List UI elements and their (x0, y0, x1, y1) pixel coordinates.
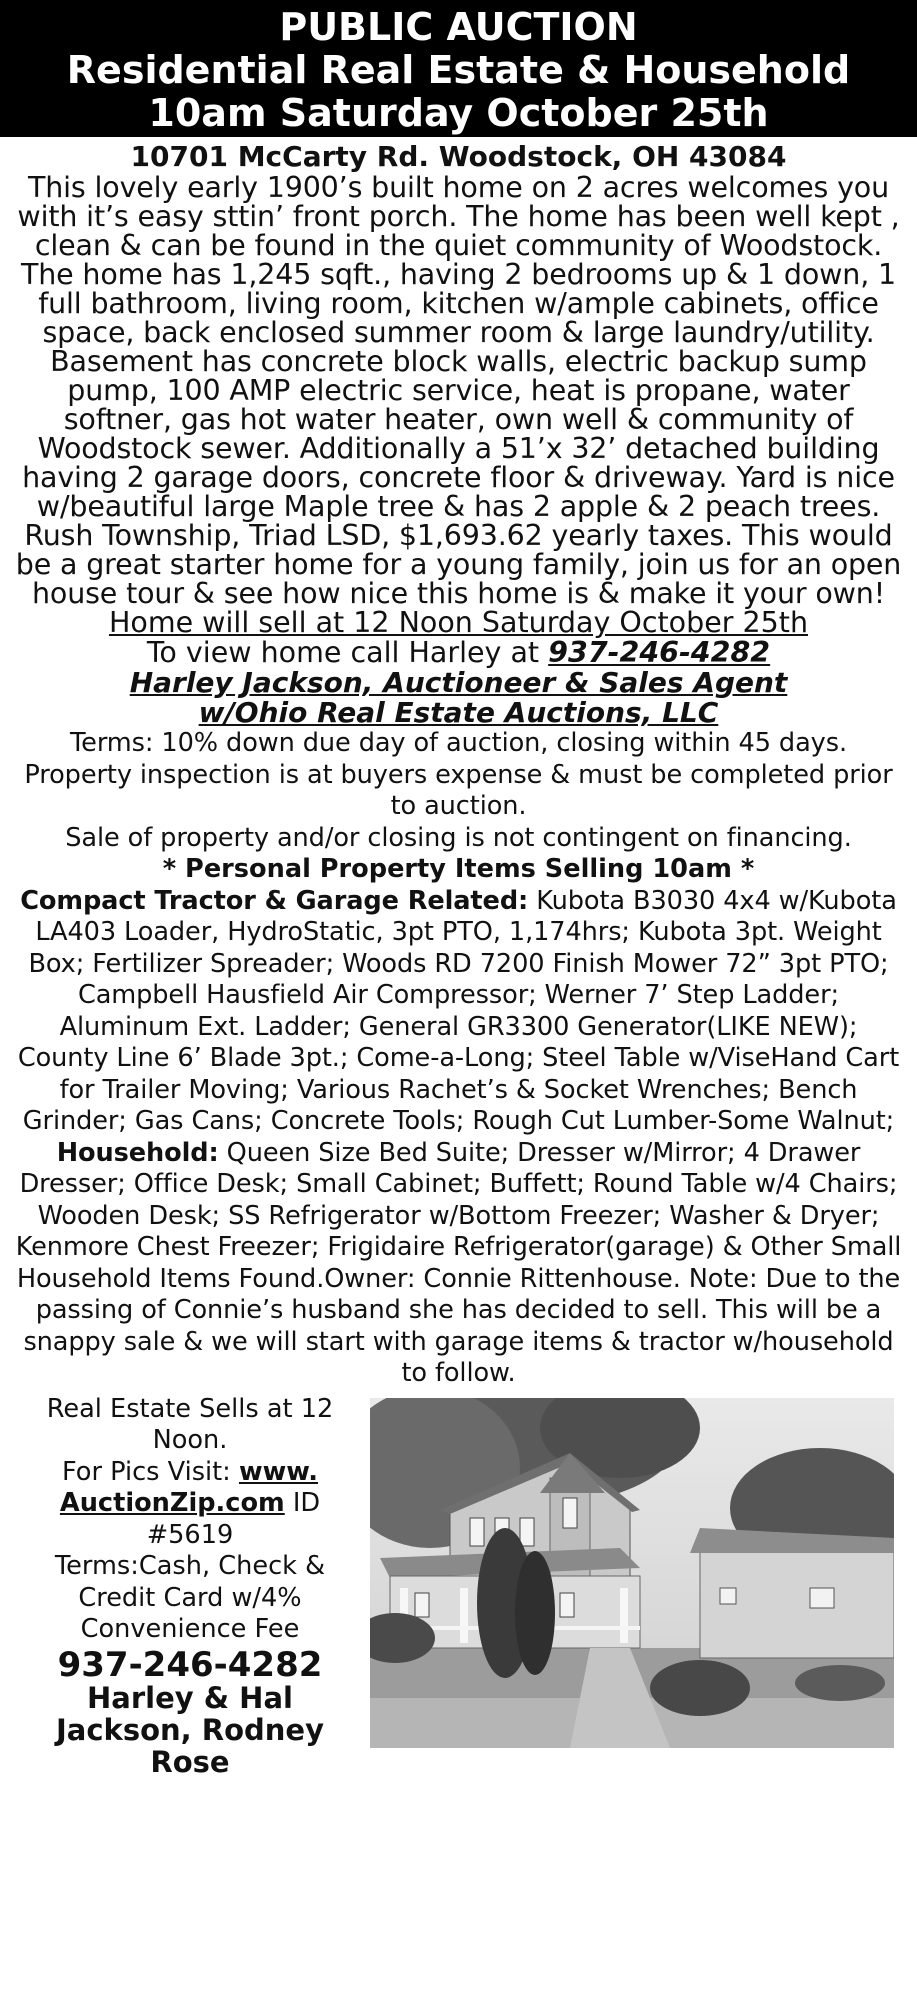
header-date: 10am Saturday October 25th (148, 91, 769, 135)
auctioneer-names: Harley & Hal Jackson, Rodney Rose (55, 1680, 324, 1779)
terms-text: Terms: 10% down due day of auction, closing within 45 days. Property inspection is at buyers expense & must be completed prior to auction. (24, 728, 893, 821)
contact-column (26, 1394, 354, 1778)
tractor-items: Kubota B3030 4x4 w/Kubota LA403 Loader, HydroStatic, 3pt PTO, 1,174hrs; Kubota 3pt. Weight Box; Fertilizer Spreader; Woods RD 7200 Finish Mower 72” 3pt PTO; Campbell Hausfield Air Compressor; Werner 7’ Step Ladder; Aluminum Ext. Ladder; General GR3300 Generator(LIKE NEW); County Line 6’ Blade 3pt.; Come-a-Long; Steel Table w/ViseHand Cart for Trailer Moving; Various Rachet’s & Socket Wrenches; Bench Grinder; Gas Cans; Concrete Tools; Rough Cut Lumber-Some Walnut; (17, 885, 900, 1136)
property-address: 10701 McCarty Rd. Woodstock, OH 43084 (130, 140, 787, 173)
sale-time: Home will sell at 12 Noon Saturday October 25th (108, 606, 809, 639)
agent-name: Harley Jackson, Auctioneer & Sales Agent (129, 666, 788, 699)
financing-note: Sale of property and/or closing is not contingent on financing. (65, 822, 852, 853)
viewing-info (14, 638, 903, 668)
bottom-section (0, 1390, 917, 1779)
personal-property-heading: * Personal Property Items Selling 10am * (162, 854, 755, 884)
property-description: This lovely early 1900’s built home on 2 acres welcomes you with it’s easy sttin’ front porch. The home has been well kept , clean & can be found in the quiet community of Woodstock. The home has 1,245 sqft., having 2 bedrooms up & 1 down, 1 full bathroom, living room, kitchen w/ample cabinets, office space, back enclosed summer room & large laundry/utility. Basement has concrete block walls, electric backup sump pump, 100 AMP electric service, heat is propane, water softner, gas hot water heater, own well & community of Woodstock sewer. Additionally a 51’x 32’ detached building having 2 garage doors, concrete floor & driveway. Yard is nice w/beautiful large Maple tree & has 2 apple & 2 peach trees. Rush Township, Triad LSD, $1,693.62 yearly taxes. This would be a great starter home for a young family, join us for an open house tour & see how nice this home is & make it your own! (15, 171, 902, 610)
ad-body (0, 141, 917, 1390)
household-items: Queen Size Bed Suite; Dresser w/Mirror; 4 Drawer Dresser; Office Desk; Small Cabinet; Buffett; Round Table w/4 Chairs; Wooden Desk; SS Refrigerator w/Bottom Freezer; Washer & Dryer; Kenmore Chest Freezer; Frigidaire Refrigerator(garage) & Other Small Household Items Found.Owner: Connie Rittenhouse. Note: Due to the passing of Connie’s husband she has decided to sell. This will be a snappy sale & we will start with garage items & tractor w/household to follow. (15, 1137, 902, 1388)
pics-info (26, 1457, 354, 1552)
auctionzip-link[interactable]: www. AuctionZip.com (59, 1456, 318, 1518)
tractor-label: Compact Tractor & Garage Related: (20, 885, 529, 916)
auction-id: ID #5619 (146, 1488, 321, 1550)
viewing-prefix: To view home call Harley at (146, 636, 549, 669)
viewing-phone[interactable]: 937-246-4282 (548, 636, 771, 669)
contact-phone[interactable]: 937-246-4282 (57, 1644, 323, 1685)
real-estate-sells: Real Estate Sells at 12 Noon. (46, 1393, 334, 1455)
payment-terms: Terms:Cash, Check & Credit Card w/4% Convenience Fee (54, 1551, 326, 1644)
header-subtitle: Residential Real Estate & Household (66, 48, 851, 92)
header-title: PUBLIC AUCTION (279, 5, 638, 49)
ad-header (0, 0, 917, 137)
house-photo-image (370, 1398, 894, 1748)
house-photo (370, 1398, 894, 1748)
items-list (14, 886, 903, 1390)
household-label: Household: (56, 1137, 219, 1168)
agent-company: w/Ohio Real Estate Auctions, LLC (198, 696, 719, 729)
pics-prefix: For Pics Visit: (62, 1456, 239, 1487)
